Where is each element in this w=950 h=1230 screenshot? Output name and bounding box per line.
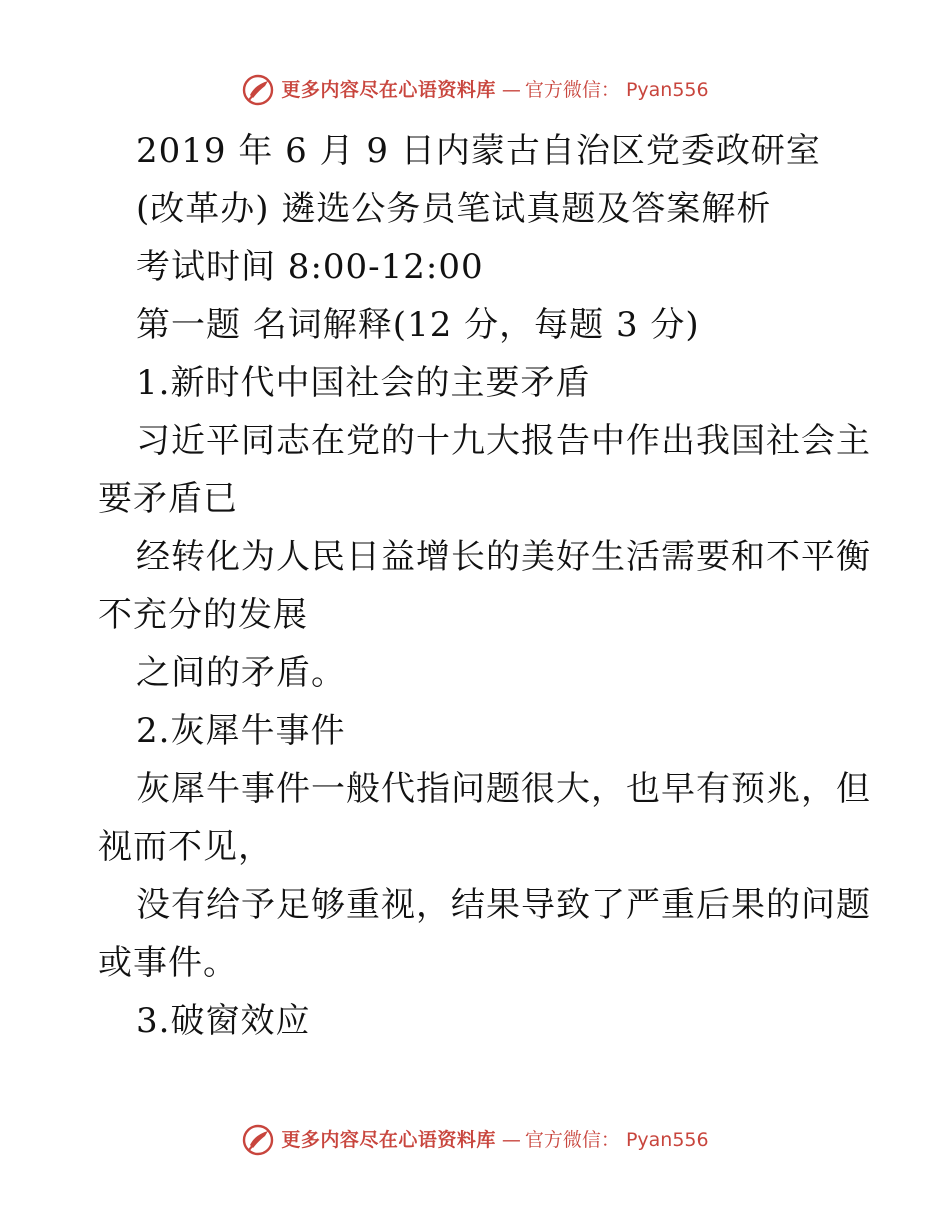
item-paragraph-line: 没有给予足够重视，结果导致了严重后果的问题 — [136, 885, 871, 925]
item-paragraph-line: 经转化为人民日益增长的美好生活需要和不平衡 — [136, 537, 871, 577]
watermark-brand-text: 更多内容尽在心语资料库 — [281, 78, 496, 101]
document-title-line-1: 2019 年 6 月 9 日内蒙古自治区党委政研室 — [136, 131, 821, 171]
item-paragraph-line: 习近平同志在党的十九大报告中作出我国社会主 — [136, 421, 871, 461]
item-paragraph-line: 之间的矛盾。 — [136, 653, 346, 693]
watermark-wechat-id: Pyan556 — [625, 78, 709, 101]
watermark-separator: — — [501, 78, 519, 101]
item-paragraph-line: 要矛盾已 — [98, 479, 238, 519]
item-paragraph-line: 不充分的发展 — [98, 595, 308, 635]
section-heading: 第一题 名词解释(12 分，每题 3 分) — [136, 305, 700, 345]
pen-circle-logo-icon — [241, 73, 275, 107]
pen-circle-logo-icon — [241, 1123, 275, 1157]
document-body — [98, 122, 871, 1050]
header-watermark — [0, 70, 950, 110]
exam-time: 考试时间 8:00-12:00 — [136, 247, 484, 287]
item-paragraph-line: 或事件。 — [98, 943, 238, 983]
watermark-wechat-label: 官方微信： — [524, 1128, 620, 1151]
watermark-brand-text: 更多内容尽在心语资料库 — [281, 1128, 496, 1151]
item-title: 1.新时代中国社会的主要矛盾 — [136, 363, 591, 403]
watermark-wechat-id: Pyan556 — [625, 1128, 709, 1151]
footer-watermark — [0, 1120, 950, 1160]
watermark-wechat-label: 官方微信： — [524, 78, 620, 101]
item-paragraph-line: 灰犀牛事件一般代指问题很大，也早有预兆，但 — [136, 769, 871, 809]
item-title: 2.灰犀牛事件 — [136, 711, 346, 751]
watermark-separator: — — [501, 1128, 519, 1151]
document-title-line-2: (改革办) 遴选公务员笔试真题及答案解析 — [136, 189, 772, 229]
item-paragraph-line: 视而不见， — [98, 827, 273, 867]
item-title: 3.破窗效应 — [136, 1001, 311, 1041]
